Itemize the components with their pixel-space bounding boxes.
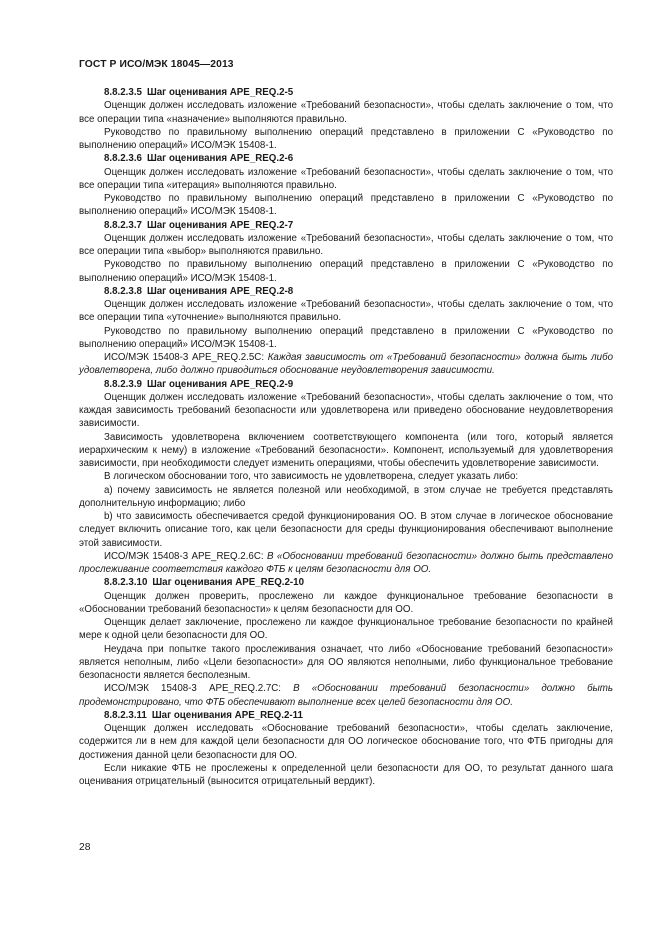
citation-reference: ИСО/МЭК 15408-3 APE_REQ.2.5C: <box>104 352 268 363</box>
document-body <box>79 86 613 788</box>
paragraph: Оценщик должен исследовать «Обоснование требований безопасности», чтобы сделать заключение, содержится ли в нем для каждой цели безопасности для ОО логическое обоснование того, что ФТБ пригодны для достижения данной цели безопасности для ОО. <box>79 723 613 761</box>
citation-text: Каждая зависимость от «Требований безопасности» должна быть либо удовлетворена, либо должно приводиться обоснование неудовлетворения зависимости. <box>79 352 613 377</box>
citation-text: В «Обосновании требований безопасности» должно быть представлено прослеживание соответствия каждого ФТБ к целям безопасности для ОО. <box>79 550 614 575</box>
page-number: 28 <box>79 842 91 853</box>
section-number: 8.8.2.3.9 <box>104 378 142 390</box>
paragraph: Оценщик должен проверить, прослежено ли каждое функциональное требование безопасности в «Обосновании требований безопасности» к целям безопасности для ОО. <box>79 590 613 615</box>
paragraph: b) что зависимость обеспечивается средой функционирования ОО. В этом случае в логическое обоснование следует включить описание того, как цели безопасности для среды функционирования обеспечивают выполнение этой зависимости. <box>79 511 613 549</box>
section-title: Шаг оценивания APE_REQ.2-7 <box>146 219 294 231</box>
section-title: Шаг оценивания APE_REQ.2-6 <box>146 153 294 165</box>
section-number: 8.8.2.3.11 <box>104 709 147 721</box>
section-title: Шаг оценивания APE_REQ.2-9 <box>146 378 294 390</box>
requirement-citation <box>79 351 613 378</box>
standard-header: ГОСТ Р ИСО/МЭК 18045—2013 <box>79 59 234 70</box>
paragraph: Оценщик должен исследовать изложение «Требований безопасности», чтобы сделать заключение о том, что все операции типа «назначение» выполняются правильно. <box>79 100 613 125</box>
section-heading <box>79 576 613 589</box>
paragraph: Оценщик должен исследовать изложение «Требований безопасности», чтобы сделать заключение о том, что все операции типа «уточнение» выполняются правильно. <box>79 299 613 324</box>
paragraph: Оценщик делает заключение, прослежено ли каждое функциональное требование безопасности по крайней мере к одной цели безопасности для ОО. <box>79 617 613 642</box>
paragraph: Оценщик должен исследовать изложение «Требований безопасности», чтобы сделать заключение о том, что все операции типа «выбор» выполняются правильно. <box>79 232 613 257</box>
section-heading <box>79 285 613 298</box>
section-number: 8.8.2.3.6 <box>104 153 142 165</box>
section-number: 8.8.2.3.5 <box>104 87 142 98</box>
section-heading <box>79 219 613 232</box>
section-number: 8.8.2.3.7 <box>104 219 142 231</box>
paragraph: Руководство по правильному выполнению операций представлено в приложении С «Руководство по выполнению операций» ИСО/МЭК 15408-1. <box>79 259 613 284</box>
section-title: Шаг оценивания APE_REQ.2-10 <box>152 577 305 589</box>
paragraph: Зависимость удовлетворена включением соответствующего компонента (или того, который является иерархическим к нему) в изложение «Требований безопасности». Компонент, используемый для удовлетворения зависимости, при необходимости следует изменить операциями, чтобы обеспечить удовлетворение зависимости. <box>79 431 613 469</box>
citation-reference: ИСО/МЭК 15408-3 APE_REQ.2.6C: <box>104 550 268 562</box>
paragraph: В логическом обосновании того, что зависимость не удовлетворена, следует указать либо: <box>104 471 519 483</box>
paragraph: Неудача при попытке такого прослеживания означает, что либо «Обоснование требований безопасности» является неполным, либо «Цели безопасности» для ОО являются неполными, либо функциональное требование безопасности является бесполезным. <box>79 643 613 681</box>
paragraph: Оценщик должен исследовать изложение «Требований безопасности», чтобы сделать заключение о том, что все операции типа «итерация» выполняются правильно. <box>79 166 613 191</box>
paragraph: Если никакие ФТБ не прослежены к определенной цели безопасности для ОО, то результат данного шага оценивания отрицательный (выносится отрицательный вердикт). <box>79 762 613 787</box>
citation-text: В «Обосновании требований безопасности» должно быть продемонстрировано, что ФТБ обеспечивают выполнение всех целей безопасности для ОО. <box>79 683 614 708</box>
paragraph: Руководство по правильному выполнению операций представлено в приложении С «Руководство по выполнению операций» ИСО/МЭК 15408-1. <box>79 325 613 350</box>
section-heading <box>79 152 613 165</box>
section-number: 8.8.2.3.10 <box>104 577 148 589</box>
section-title: Шаг оценивания APE_REQ.2-5 <box>146 87 294 98</box>
paragraph: Руководство по правильному выполнению операций представлено в приложении С «Руководство по выполнению операций» ИСО/МЭК 15408-1. <box>79 126 613 151</box>
section-heading <box>79 86 613 99</box>
requirement-citation <box>79 682 613 709</box>
paragraph: а) почему зависимость не является полезной или необходимой, в этом случае не требуется представлять дополнительную информацию; либо <box>79 484 613 509</box>
paragraph: Оценщик должен исследовать изложение «Требований безопасности», чтобы сделать заключение о том, что каждая зависимость требований безопасности или удовлетворена или приведено обоснование неудовлетворения зависимости. <box>79 391 613 430</box>
section-heading <box>79 709 613 722</box>
requirement-citation <box>79 550 613 577</box>
section-title: Шаг оценивания APE_REQ.2-8 <box>146 285 294 297</box>
section-number: 8.8.2.3.8 <box>104 285 142 297</box>
paragraph: Руководство по правильному выполнению операций представлено в приложении С «Руководство по выполнению операций» ИСО/МЭК 15408-1. <box>79 193 613 218</box>
citation-reference: ИСО/МЭК 15408-3 APE_REQ.2.7C: <box>104 683 294 695</box>
section-title: Шаг оценивания APE_REQ.2-11 <box>151 709 303 721</box>
section-heading <box>79 378 613 391</box>
